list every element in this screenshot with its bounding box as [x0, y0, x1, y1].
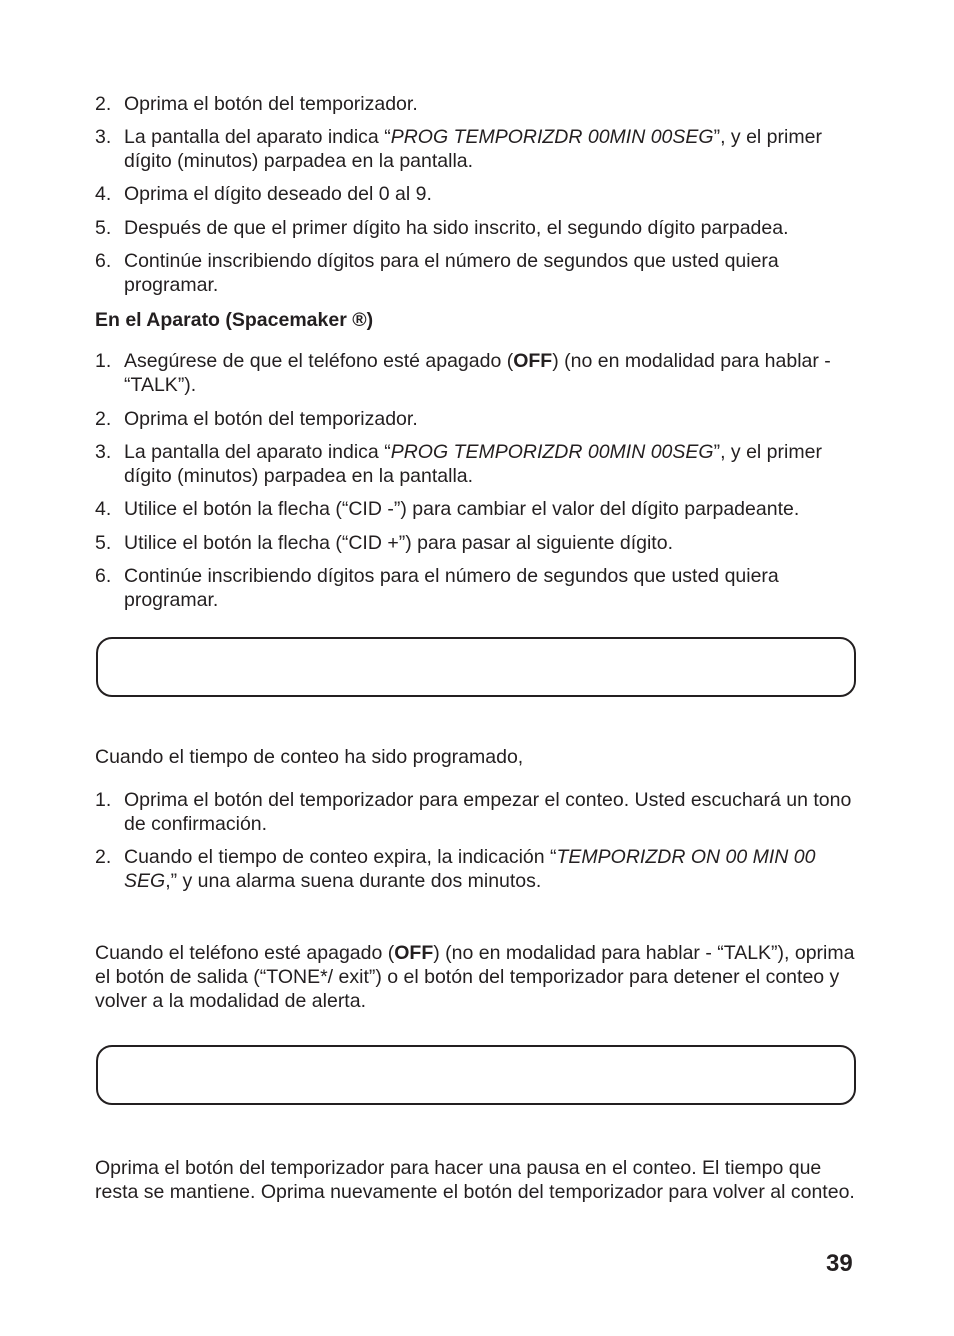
list-item — [95, 531, 865, 555]
item-text: Continúe inscribiendo dígitos para el número de segundos que usted quiera programar. — [124, 250, 779, 296]
item-number: 1. — [95, 350, 112, 372]
item-number: 5. — [95, 532, 112, 554]
item-text: Utilice el botón la flecha (“CID -”) para cambiar el valor del dígito parpadeante. — [124, 498, 800, 520]
item-number: 6. — [95, 565, 112, 587]
heading-frame — [96, 1045, 856, 1105]
item-text: Oprima el dígito deseado del 0 al 9. — [124, 183, 432, 205]
list-item — [95, 564, 865, 612]
off-label: OFF — [394, 942, 434, 964]
item-number: 1. — [95, 789, 112, 811]
item-text: Oprima el botón del temporizador. — [124, 408, 418, 430]
list-item — [95, 182, 865, 206]
list-item — [95, 249, 865, 297]
item-text: Utilice el botón la flecha (“CID +”) para pasar al siguiente dígito. — [124, 532, 673, 554]
display-text: PROG TEMPORIZDR 00MIN 00SEG — [390, 126, 714, 148]
heading-frame — [96, 637, 856, 697]
item-number: 2. — [95, 846, 112, 868]
list-item: 3. La pantalla del aparato indica “PROG TEMPORIZDR 00MIN 00SEG”, y el primer dígito (minutos) parpadea en la pantalla. — [95, 441, 822, 487]
item-text: Continúe inscribiendo dígitos para el número de segundos que usted quiera programar. — [124, 565, 779, 611]
list-item — [95, 497, 865, 521]
item-number: 4. — [95, 183, 112, 205]
item-text: Después de que el primer dígito ha sido inscrito, el segundo dígito parpadea. — [124, 217, 789, 239]
list-item: 2. Cuando el tiempo de conteo expira, la indicación “TEMPORIZDR ON 00 MIN 00 SEG,” y una alarma suena durante dos minutos. — [95, 846, 816, 892]
display-text: TEMPORIZDR ON 00 MIN 00 SEG — [124, 846, 816, 892]
pause-paragraph: Oprima el botón del temporizador para hacer una pausa en el conteo. El tiempo que resta se mantiene. Oprima nuevamente el botón del temporizador para volver al conteo. — [95, 1157, 855, 1203]
list-item — [95, 92, 865, 116]
display-text: PROG TEMPORIZDR 00MIN 00SEG — [390, 441, 714, 463]
item-text: Oprima el botón del temporizador para empezar el conteo. Usted escuchará un tono de confirmación. — [124, 789, 852, 835]
item-text: Oprima el botón del temporizador. — [124, 93, 418, 115]
item-number: 5. — [95, 217, 112, 239]
item-number: 2. — [95, 408, 112, 430]
page-number: 39 — [826, 1250, 853, 1277]
list-item: 1. Asegúrese de que el teléfono esté apagado (OFF) (no en modalidad para hablar - “TALK”). — [95, 350, 831, 396]
item-number: 6. — [95, 250, 112, 272]
item-number: 3. — [95, 441, 112, 463]
list-item — [95, 788, 865, 836]
item-number: 4. — [95, 498, 112, 520]
list-item — [95, 216, 865, 240]
intro-paragraph: Cuando el tiempo de conteo ha sido programado, — [95, 746, 524, 768]
off-label: OFF — [513, 350, 553, 372]
item-number: 3. — [95, 126, 112, 148]
list-item: 3. La pantalla del aparato indica “PROG TEMPORIZDR 00MIN 00SEG”, y el primer dígito (minutos) parpadea en la pantalla. — [95, 126, 822, 172]
stop-paragraph: Cuando el teléfono esté apagado (OFF) (no en modalidad para hablar - “TALK”), oprima el botón de salida (“TONE*/ exit”) o el botón del temporizador para detener el conteo y volver a la modalidad de alerta. — [95, 942, 855, 1012]
item-number: 2. — [95, 93, 112, 115]
section-heading: En el Aparato (Spacemaker ®) — [95, 309, 374, 331]
list-item — [95, 407, 865, 431]
